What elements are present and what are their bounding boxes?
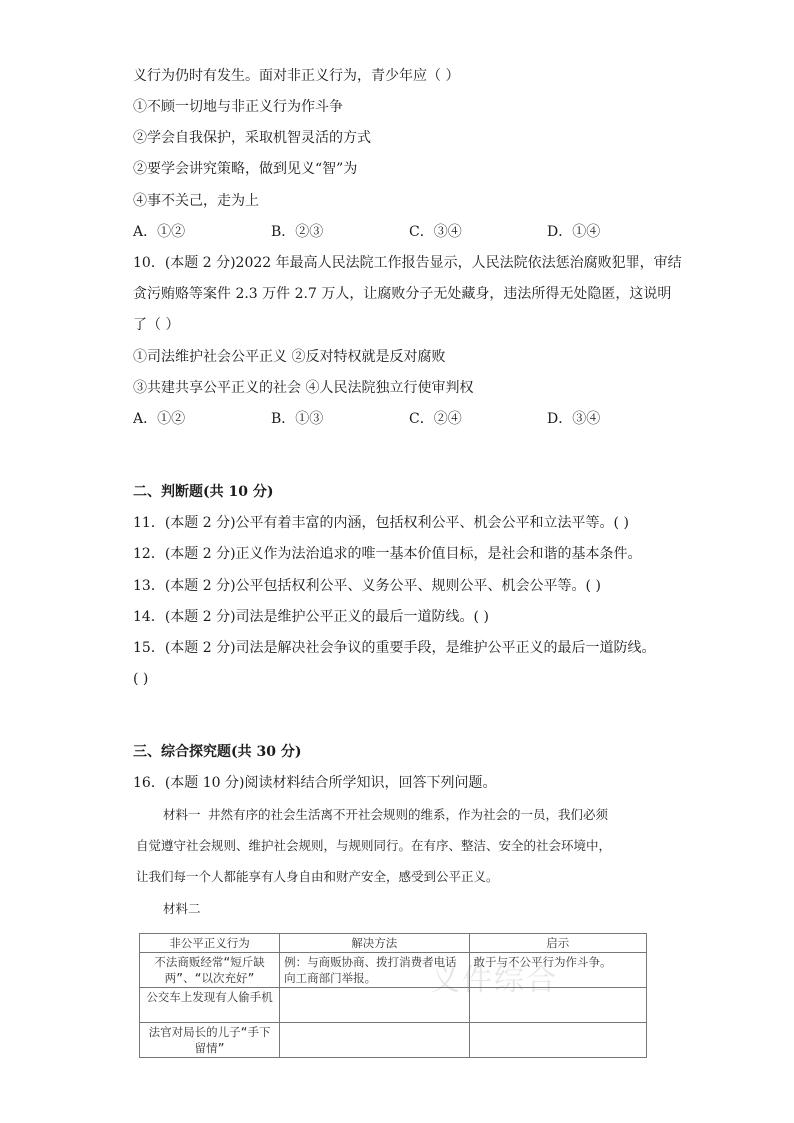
q9-option-b[interactable]: B．②③ xyxy=(271,224,324,240)
table-row xyxy=(140,1023,647,1058)
q10-items-line-1: ①司法维护社会公平正义 ②反对特权就是反对腐败 xyxy=(133,349,446,365)
table-header-row xyxy=(140,934,647,953)
table-cell-method-blank[interactable] xyxy=(280,1023,469,1058)
table-header-method: 解决方法 xyxy=(280,934,469,953)
q10-option-d[interactable]: D．③④ xyxy=(547,411,601,427)
q10-items-line-2: ③共建共享公平正义的社会 ④人民法院独立行使审判权 xyxy=(133,380,474,396)
q9-item-2: ②学会自我保护，采取机智灵活的方式 xyxy=(133,130,371,146)
table-header-behavior: 非公平正义行为 xyxy=(140,934,280,953)
q15: 15．(本题 2 分)司法是解决社会争议的重要手段，是维护公平正义的最后一道防线。 xyxy=(133,640,656,656)
q10-option-b[interactable]: B．①③ xyxy=(271,411,324,427)
q9-item-3: ②要学会讲究策略，做到见义“智”为 xyxy=(133,161,358,177)
table-cell-insight: 敢于与不公平行为作斗争。 xyxy=(469,953,647,988)
q16-stem: 16．(本题 10 分)阅读材料结合所学知识，回答下列问题。 xyxy=(133,775,497,791)
q13: 13．(本题 2 分)公平包括权利公平、义务公平、规则公平、机会公平等。( ) xyxy=(133,578,601,594)
q9-stem: 义行为仍时有发生。面对非正义行为，青少年应（ ） xyxy=(133,68,460,84)
q9-option-c[interactable]: C．③④ xyxy=(409,224,462,240)
table-cell-behavior: 不法商贩经常“短斤缺两”、“以次充好” xyxy=(140,953,280,988)
q11: 11．(本题 2 分)公平有着丰富的内涵，包括权利公平、机会公平和立法平等。( ) xyxy=(133,515,629,531)
q9-item-1: ①不顾一切地与非正义行为作斗争 xyxy=(133,99,343,115)
q10-option-c[interactable]: C．②④ xyxy=(409,411,462,427)
section-2-title: 二、判断题(共 10 分) xyxy=(133,484,274,500)
q14: 14．(本题 2 分)司法是维护公平正义的最后一道防线。( ) xyxy=(133,609,489,625)
table-cell-insight-blank[interactable] xyxy=(469,988,647,1023)
material-1-line-2: 自觉遵守社会规则、维护社会规则，与规则同行。在有序、整洁、安全的社会环境中， xyxy=(136,838,612,853)
table-cell-method: 例：与商贩协商、拨打消费者电话向工商部门举报。 xyxy=(280,953,469,988)
q10-stem-line-1: 10．(本题 2 分)2022 年最高人民法院工作报告显示，人民法院依法惩治腐败犯罪，审结 xyxy=(133,255,682,271)
table-cell-method-blank[interactable] xyxy=(280,988,469,1023)
q9-option-a[interactable]: A．①② xyxy=(133,224,186,240)
q9-options xyxy=(133,222,653,242)
watermark: 义件综合 xyxy=(430,963,558,998)
material-2-table xyxy=(139,933,647,1058)
table-cell-insight-blank[interactable] xyxy=(469,1023,647,1058)
q10-option-a[interactable]: A．①② xyxy=(133,411,186,427)
q10-stem-line-2: 贪污贿赂等案件 2.3 万件 2.7 万人，让腐败分子无处藏身，违法所得无处隐匿，这说明 xyxy=(133,286,672,302)
material-1-line-1: 材料一 井然有序的社会生活离不开社会规则的维系，作为社会的一员，我们必须 xyxy=(163,807,609,822)
material-2-label: 材料二 xyxy=(163,901,201,916)
table-row xyxy=(140,953,647,988)
section-3-title: 三、综合探究题(共 30 分) xyxy=(133,744,302,760)
material-1-line-3: 让我们每一个人都能享有人身自由和财产安全，感受到公平正义。 xyxy=(136,869,499,884)
q9-option-d[interactable]: D．①④ xyxy=(547,224,601,240)
q12: 12．(本题 2 分)正义作为法治追求的唯一基本价值目标，是社会和谐的基本条件。 xyxy=(133,546,642,562)
q9-item-4: ④事不关己，走为上 xyxy=(133,193,259,209)
table-header-insight: 启示 xyxy=(469,934,647,953)
q10-options xyxy=(133,409,653,429)
table-cell-behavior: 公交车上发现有人偷手机 xyxy=(140,988,280,1023)
table-row xyxy=(140,988,647,1023)
table-cell-behavior: 法官对局长的儿子“手下留情” xyxy=(140,1023,280,1058)
q15-answer-blank[interactable]: ( ) xyxy=(133,671,149,687)
q10-stem-line-3: 了（ ） xyxy=(133,317,180,333)
